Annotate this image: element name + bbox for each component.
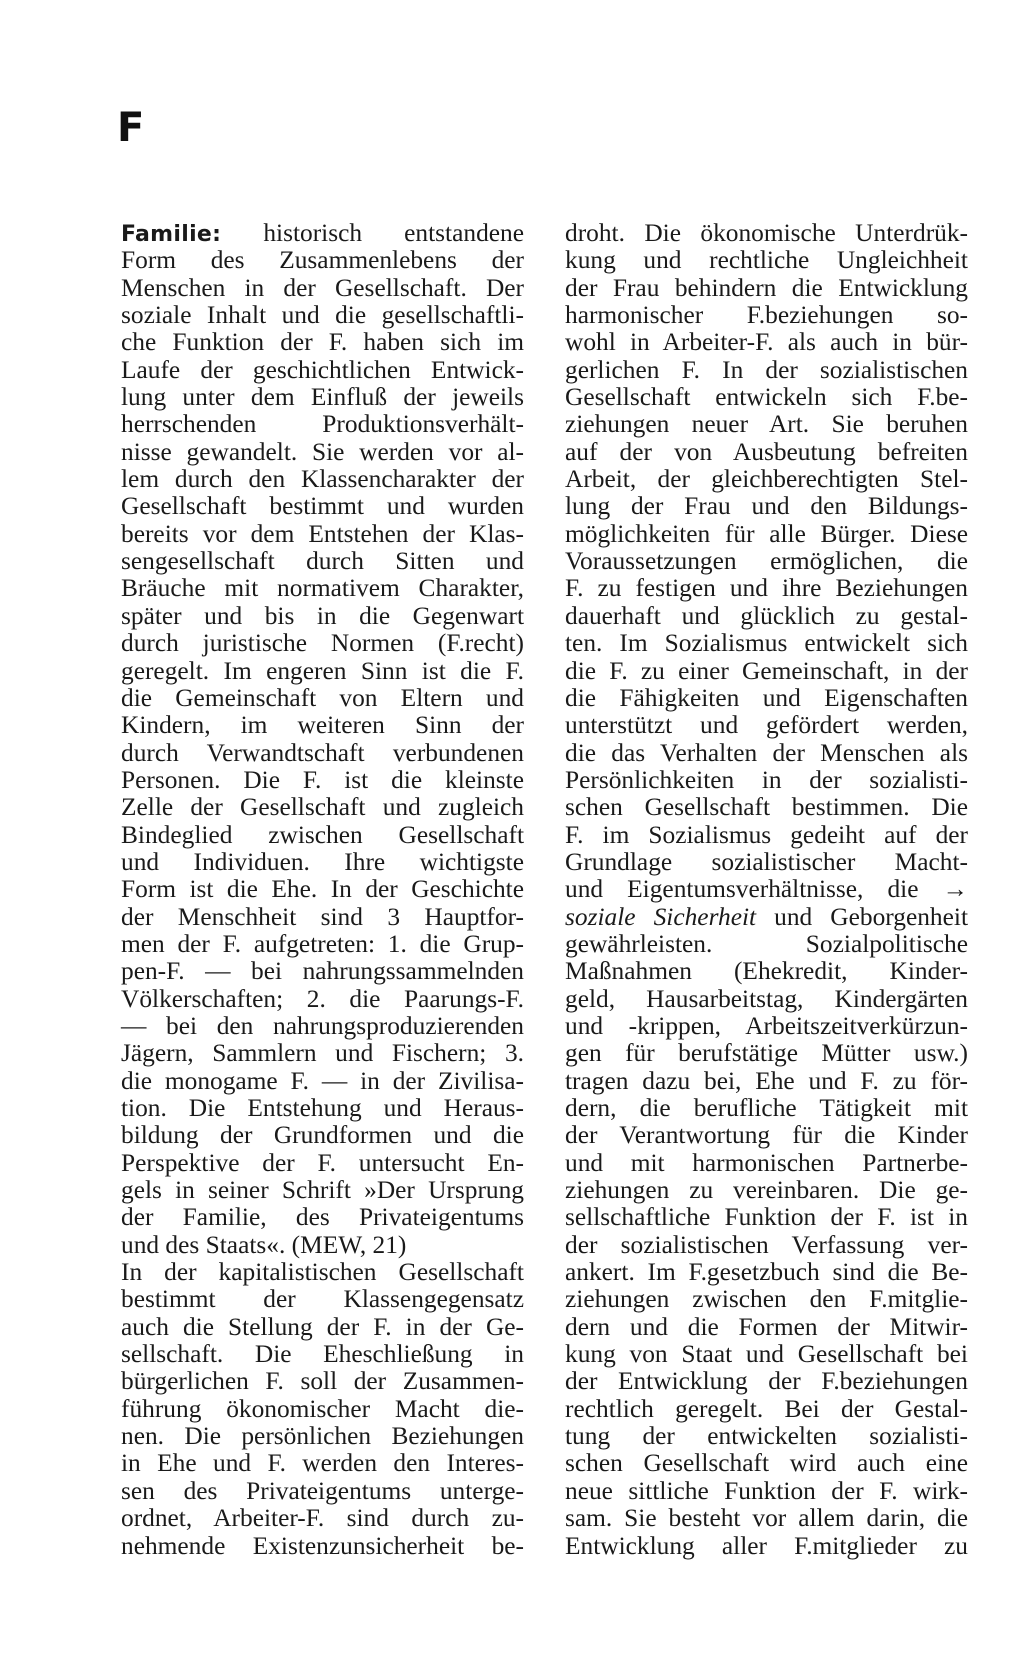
text-line: dern, die berufliche Tätigkeit mit xyxy=(565,1094,968,1122)
text-line: In der kapitalistischen Gesellschaft xyxy=(121,1258,524,1287)
text-line: Grundlage sozialistischer Macht- xyxy=(565,847,968,876)
text-line: die F. zu einer Gemeinschaft, in der xyxy=(565,656,968,685)
text-line: droht. Die ökonomische Unterdrük- xyxy=(565,219,968,247)
text-line: wohl in Arbeiter-F. als auch in bür- xyxy=(565,328,968,357)
text-line: Arbeit, der gleichberechtigten Stel- xyxy=(565,465,968,494)
text-line: herrschenden Produktionsverhält- xyxy=(121,410,524,439)
text-line: sellschaftliche Funktion der F. ist in xyxy=(565,1203,968,1232)
text-line: Maßnahmen (Ehekredit, Kinder- xyxy=(565,957,968,986)
text-line: kung und rechtliche Ungleichheit xyxy=(565,246,968,275)
text-line: ankert. Im F.gesetzbuch sind die Be- xyxy=(565,1258,968,1287)
text-line: und des Staats«. (MEW, 21) xyxy=(121,1230,407,1259)
text-line: che Funktion der F. haben sich im xyxy=(121,328,524,357)
text-line: geld, Hausarbeitstag, Kindergärten xyxy=(565,984,968,1013)
text-line: bildung der Grundformen und die xyxy=(121,1121,524,1150)
text-line: Laufe der geschichtlichen Entwick- xyxy=(121,355,524,384)
text-line: tion. Die Entstehung und Heraus- xyxy=(121,1094,524,1122)
text-line: rechtlich geregelt. Bei der Gestal- xyxy=(565,1394,968,1423)
text-line: durch juristische Normen (F.recht) xyxy=(121,629,524,658)
text-line: — bei den nahrungsproduzierenden xyxy=(121,1011,524,1040)
text-line: Gesellschaft bestimmt und wurden xyxy=(121,492,524,521)
text-line: men der F. aufgetreten: 1. die Grup- xyxy=(121,929,524,958)
text-line: unterstützt und gefördert werden, xyxy=(565,711,968,740)
text-line: der sozialistischen Verfassung ver- xyxy=(565,1230,968,1259)
text-line: gels in seiner Schrift »Der Ursprung xyxy=(121,1176,524,1205)
text-line: lem durch den Klassencharakter der xyxy=(121,465,524,494)
text-line: geregelt. Im engeren Sinn ist die F. xyxy=(121,656,524,685)
text-line: möglichkeiten für alle Bürger. Diese xyxy=(565,519,968,548)
text-line: bereits vor dem Entstehen der Klas- xyxy=(121,519,524,548)
text-line-content: und Geborgenheit xyxy=(756,902,969,931)
text-line: nen. Die persönlichen Beziehungen xyxy=(121,1422,524,1451)
text-line: und mit harmonischen Partnerbe- xyxy=(565,1148,968,1177)
text-line: Kindern, im weiteren Sinn der xyxy=(121,711,524,740)
text-line: Zelle der Gesellschaft und zugleich xyxy=(121,793,524,822)
text-line: Jägern, Sammlern und Fischern; 3. xyxy=(121,1039,524,1068)
text-column-right xyxy=(565,220,968,1560)
text-line: und -krippen, Arbeitszeitverkürzun- xyxy=(565,1011,968,1040)
text-line: ziehungen zwischen den F.mitglie- xyxy=(565,1285,968,1314)
text-line: später und bis in die Gegenwart xyxy=(121,601,524,630)
entry-headword: Familie: xyxy=(121,222,222,247)
section-letter: F xyxy=(117,105,145,151)
text-line: bürgerlichen F. soll der Zusammen- xyxy=(121,1367,524,1396)
text-line: sam. Sie besteht vor allem darin, die xyxy=(565,1504,968,1533)
text-line: der Menschheit sind 3 Hauptfor- xyxy=(121,902,524,931)
text-line: gen für berufstätige Mütter usw.) xyxy=(565,1039,968,1068)
text-line: sengesellschaft durch Sitten und xyxy=(121,547,524,576)
text-line: lung der Frau und den Bildungs- xyxy=(565,492,968,521)
text-line: ordnet, Arbeiter-F. sind durch zu- xyxy=(121,1504,524,1533)
text-line: dern und die Formen der Mitwir- xyxy=(565,1312,968,1341)
text-line: harmonischer F.beziehungen so- xyxy=(565,301,968,330)
text-line: nisse gewandelt. Sie werden vor al- xyxy=(121,437,524,466)
text-line: gerlichen F. In der sozialistischen xyxy=(565,355,968,384)
text-line: Persönlichkeiten in der sozialisti- xyxy=(565,765,968,794)
text-line: bestimmt der Klassengegensatz xyxy=(121,1285,524,1314)
text-line: und Eigentumsverhältnisse, die → xyxy=(565,875,968,904)
text-line: sen des Privateigentums unterge- xyxy=(121,1476,524,1505)
text-line: Perspektive der F. untersucht En- xyxy=(121,1148,524,1177)
text-line: Voraussetzungen ermöglichen, die xyxy=(565,547,968,576)
text-line xyxy=(121,220,524,247)
text-line: ten. Im Sozialismus entwickelt sich xyxy=(565,629,968,658)
text-line: schen Gesellschaft bestimmen. Die xyxy=(565,793,968,822)
text-line: Form des Zusammenlebens der xyxy=(121,246,524,275)
text-line: sellschaft. Die Eheschließung in xyxy=(121,1340,524,1369)
text-line: neue sittliche Funktion der F. wirk- xyxy=(565,1476,968,1505)
text-line: die monogame F. — in der Zivilisa- xyxy=(121,1066,524,1095)
text-line: Personen. Die F. ist die kleinste xyxy=(121,765,524,794)
text-line: führung ökonomischer Macht die- xyxy=(121,1394,524,1423)
text-line: kung von Staat und Gesellschaft bei xyxy=(565,1340,968,1369)
text-line: soziale Inhalt und die gesellschaftli- xyxy=(121,301,524,330)
text-line: pen-F. — bei nahrungssammelnden xyxy=(121,957,524,986)
text-column-left xyxy=(121,220,524,1560)
text-line: lung unter dem Einfluß der jeweils xyxy=(121,383,524,412)
text-line: die das Verhalten der Menschen als xyxy=(565,738,968,767)
text-line: durch Verwandtschaft verbundenen xyxy=(121,738,524,767)
text-line: tung der entwickelten sozialisti- xyxy=(565,1422,968,1451)
text-line: der Entwicklung der F.beziehungen xyxy=(565,1367,968,1396)
text-line: die Fähigkeiten und Eigenschaften xyxy=(565,683,968,712)
text-line: der Verantwortung für die Kinder xyxy=(565,1121,968,1150)
text-line: gewährleisten. Sozialpolitische xyxy=(565,929,968,958)
crossref-term[interactable]: soziale Sicherheit xyxy=(565,902,757,931)
text-line-content: historisch entstandene xyxy=(221,219,524,247)
text-line: Bräuche mit normativem Charakter, xyxy=(121,574,524,603)
text-line: Völkerschaften; 2. die Paarungs-F. xyxy=(121,984,524,1013)
text-line: dauerhaft und glücklich zu gestal- xyxy=(565,601,968,630)
text-line: ziehungen neuer Art. Sie beruhen xyxy=(565,410,968,439)
text-line: Gesellschaft entwickeln sich F.be- xyxy=(565,383,968,412)
text-line: der Familie, des Privateigentums xyxy=(121,1203,524,1232)
text-line: nehmende Existenzunsicherheit be- xyxy=(121,1531,524,1560)
text-line: Menschen in der Gesellschaft. Der xyxy=(121,273,524,302)
text-line: auf der von Ausbeutung befreiten xyxy=(565,437,968,466)
text-line: Entwicklung aller F.mitglieder zu xyxy=(565,1531,968,1560)
text-line: in Ehe und F. werden den Interes- xyxy=(121,1449,524,1478)
text-line: Bindeglied zwischen Gesellschaft xyxy=(121,820,524,849)
crossref-arrow-icon: → xyxy=(942,875,968,904)
text-line: schen Gesellschaft wird auch eine xyxy=(565,1449,968,1478)
text-line: F. zu festigen und ihre Beziehungen xyxy=(565,574,968,603)
text-line: und Individuen. Ihre wichtigste xyxy=(121,847,524,876)
text-line: auch die Stellung der F. in der Ge- xyxy=(121,1312,524,1341)
text-line: Form ist die Ehe. In der Geschichte xyxy=(121,875,524,904)
text-line: tragen dazu bei, Ehe und F. zu för- xyxy=(565,1066,968,1095)
text-line: F. im Sozialismus gedeiht auf der xyxy=(565,820,968,849)
text-line: der Frau behindern die Entwicklung xyxy=(565,273,968,302)
text-line xyxy=(565,904,968,931)
text-line: ziehungen zu vereinbaren. Die ge- xyxy=(565,1176,968,1205)
text-line: die Gemeinschaft von Eltern und xyxy=(121,683,524,712)
